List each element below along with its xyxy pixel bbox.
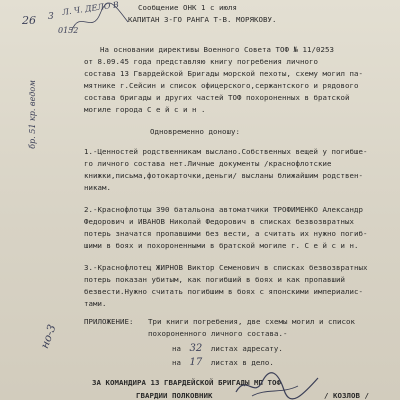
intro-line: состава бригады и других частей ТОФ похороненных в братской — [84, 93, 350, 102]
item-1-line: книжки,письма,фотокарточки,деньги/ высланы ближайшим родствен- — [84, 171, 363, 180]
addendum-title: Одновременно доношу: — [150, 127, 240, 136]
handwritten-number: 26 — [22, 14, 36, 27]
appendix-suffix: листах адресату. — [210, 344, 283, 353]
item-2-line: потерь значатся пропавшими без вести, а считать их нужно погиб- — [84, 229, 368, 238]
appendix-line: похороненного личного состава.- — [148, 329, 288, 338]
intro-line: могиле города С е й с и н . — [84, 105, 206, 114]
handwritten-scrawl: Л. Ч. ДЕЛО В — [61, 0, 120, 17]
handwritten-reference: 0152 — [58, 26, 79, 35]
item-3-line: 3.-Краснофлотец ЖИРНОВ Виктор Семенович в списках безвозвратных — [84, 263, 368, 272]
intro-line: от 8.09.45 года представляю книгу погребения личного — [84, 57, 318, 66]
item-2-line: Федорович и ИВАНОВ Николай Федорович в списках безвозвратных — [84, 217, 354, 226]
item-2-line: шими в боях и похороненными в братской могиле г. С е й с и н. — [84, 241, 359, 250]
header-line-2: КАПИТАН 3-ГО РАНГА Т-В. МОРЯКОВУ. — [128, 15, 277, 24]
signature-line-1: ЗА КОМАНДИРА 13 ГВАРДЕЙСКОЙ БРИГАДЫ МП ТОФ — [92, 378, 281, 387]
appendix-prefix: на — [172, 344, 181, 353]
intro-line: состава 13 Гвардейской Бригады морской пехоты, схему могил па- — [84, 69, 363, 78]
handwritten-margin-note: но-3 — [37, 322, 59, 351]
item-3-line: тами. — [84, 299, 107, 308]
top-pencil-scribble — [70, 0, 130, 36]
item-1-line: го личного состава нет.Личные документы /краснофлотские — [84, 159, 332, 168]
header-line-1: Сообщение ОНК 1 с июля — [138, 3, 237, 12]
handwritten-mark: 3 — [48, 12, 54, 22]
signature-line-2-right: / КОЗЛОВ / — [324, 391, 369, 400]
appendix-suffix: листах в дело. — [210, 358, 274, 367]
appendix-prefix: на — [172, 358, 181, 367]
item-1-line: 1.-Ценностей родственникам выслано.Собственных вещей у погибше- — [84, 147, 368, 156]
item-1-line: никам. — [84, 183, 111, 192]
item-2-line: 2.-Краснофлотцы 390 батальона автоматчики ТРОФИМЕНКО Александр — [84, 205, 363, 214]
item-3-line: безвести.Нужно считать погибшим в боях с японскими империалис- — [84, 287, 363, 296]
appendix-count-line — [172, 358, 274, 368]
intro-line: На основании директивы Военного Совета ТОФ № 11/0253 — [100, 45, 334, 54]
appendix-line: Три книги погребения, две схемы могил и список — [148, 317, 355, 326]
intro-line: мятнике г.Сейсин и список офицерского,сержантского и рядового — [84, 81, 359, 90]
item-3-line: потерь показан убитым, как погибший в боях и как пропавший — [84, 275, 345, 284]
handwritten-count-case: 17 — [189, 357, 203, 368]
signature-scribble — [232, 370, 322, 400]
handwritten-count-total: 32 — [189, 343, 203, 354]
handwritten-vertical-note: бр. 51 кр. ведом — [27, 80, 37, 149]
appendix-label: ПРИЛОЖЕНИЕ: — [84, 317, 134, 326]
signature-line-2-left: ГВАРДИИ ПОЛКОВНИК — [136, 391, 213, 400]
appendix-count-line — [172, 344, 283, 354]
